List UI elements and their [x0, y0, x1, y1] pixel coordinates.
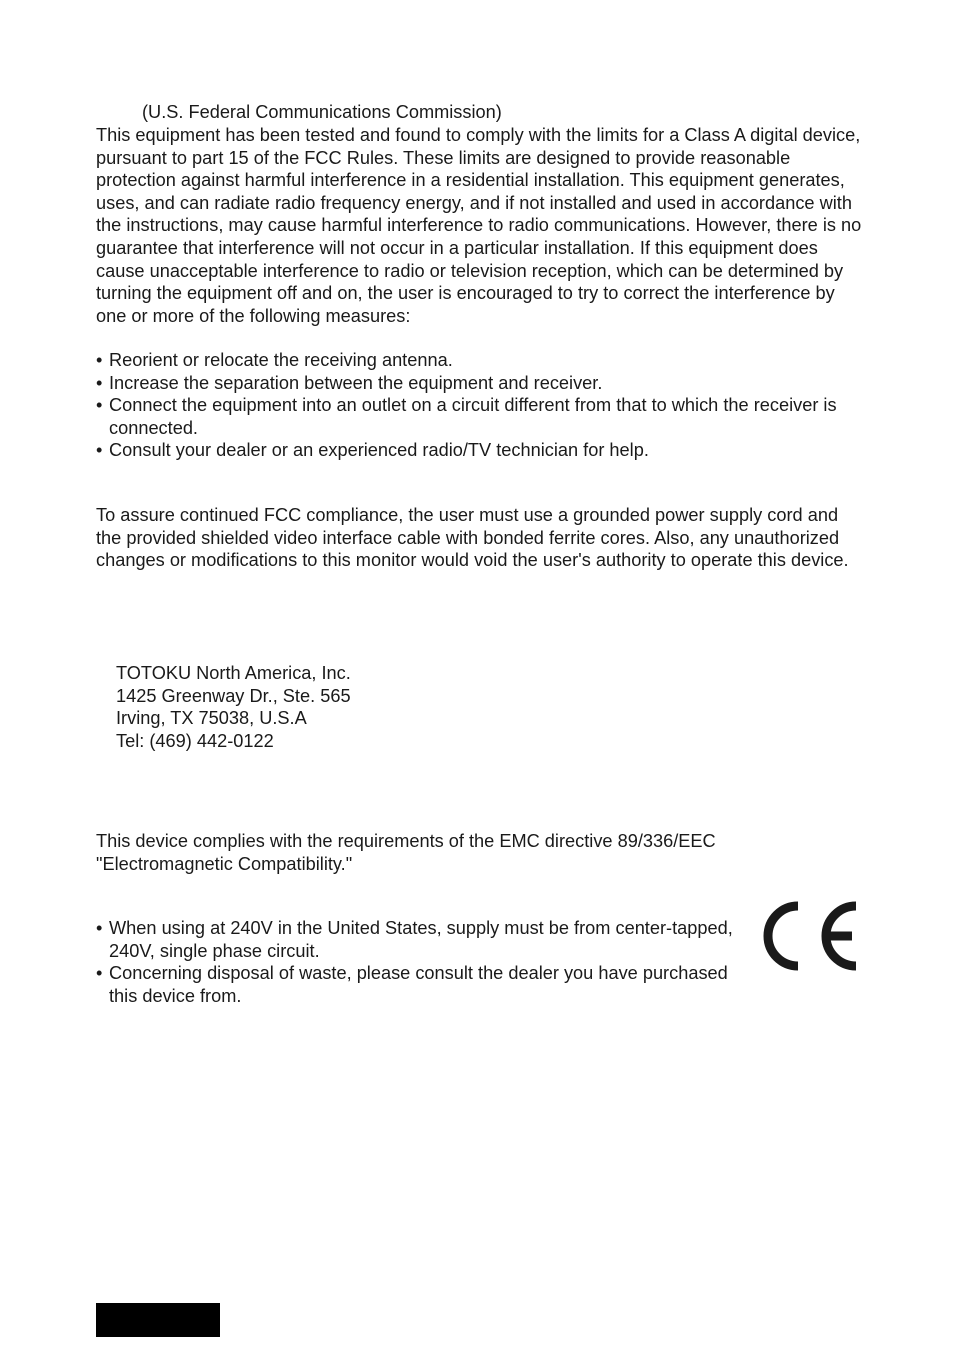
list-item: • When using at 240V in the United States, supply must be from center-tapped, 240V, single phase circuit. [96, 917, 736, 962]
notes-list [96, 917, 736, 1007]
footer-black-block [96, 1303, 220, 1337]
ce-mark-e-bar [830, 932, 852, 941]
list-item: • Increase the separation between the equipment and receiver. [96, 372, 856, 395]
list-item: • Concerning disposal of waste, please consult the dealer you have purchased this device from. [96, 962, 736, 1007]
ce-mark-icon [758, 900, 860, 974]
city-address: Irving, TX 75038, U.S.A [116, 708, 307, 729]
street-address: 1425 Greenway Dr., Ste. 565 [116, 685, 351, 706]
company-name: TOTOKU North America, Inc. [116, 663, 351, 683]
fcc-statement: This equipment has been tested and found to comply with the limits for a Class A digital device, pursuant to part 15 of the FCC Rules. These limits are designed to provide reasonable protection against harmful interference in a residential installation. This equipment generates, uses, and can radiate radio frequency energy, and if not installed and used in accordance with the instructions, may cause harmful interference to radio communications. However, there is no guarantee that interference will not occur in a particular installation. If this equipment does cause unacceptable interference to radio or television reception, which can be determined by turning the equipment off and on, the user is encouraged to try to correct the interference by one or more of the following measures: [96, 125, 862, 326]
phone-number: Tel: (469) 442-0122 [116, 730, 274, 751]
fcc-measures-list [96, 349, 856, 462]
compliance-statement: To assure continued FCC compliance, the user must use a grounded power supply cord and the provided shielded video interface cable with bonded ferrite cores. Also, any unauthorized changes or modifications to this monitor would void the user's authority to operate this device. [96, 505, 849, 571]
emc-statement: This device complies with the requirements of the EMC directive 89/336/EEC "Electromagnetic Compatibility." [96, 831, 716, 874]
fcc-subtitle: (U.S. Federal Communications Commission) [142, 102, 502, 122]
list-item: • Connect the equipment into an outlet on a circuit different from that to which the receiver is connected. [96, 394, 856, 439]
ce-mark-c [768, 906, 798, 966]
list-item: • Consult your dealer or an experienced radio/TV technician for help. [96, 439, 856, 462]
company-address [116, 662, 516, 752]
list-item: • Reorient or relocate the receiving antenna. [96, 349, 856, 372]
